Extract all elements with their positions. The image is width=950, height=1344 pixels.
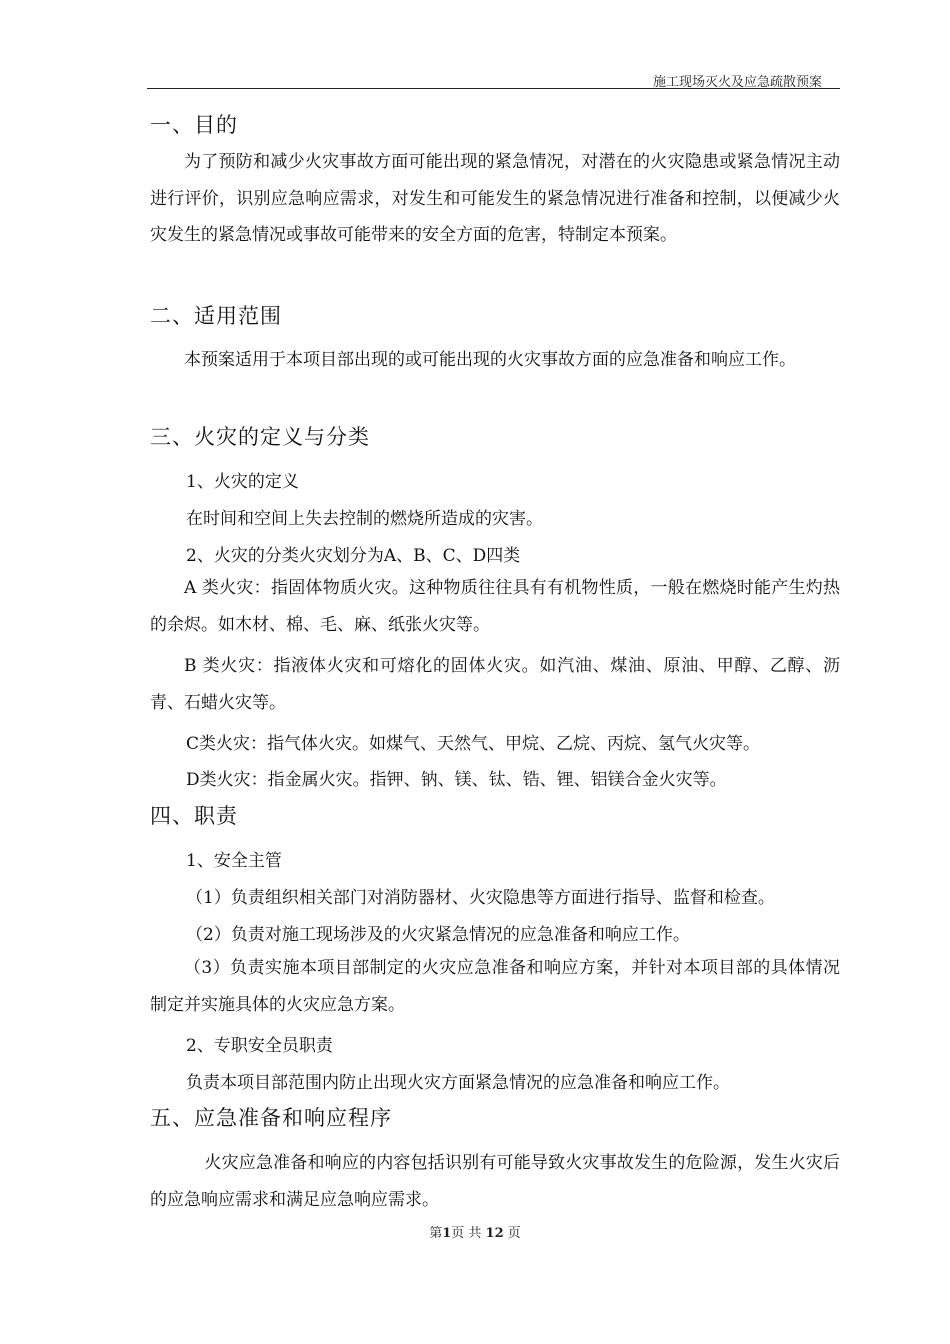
duty-item-2: （2）负责对施工现场涉及的火灾紧急情况的应急准备和响应工作。: [186, 925, 690, 945]
subheading-classification: 2、火灾的分类火灾划分为A、B、C、D四类: [186, 546, 521, 566]
subheading-definition: 1、火灾的定义: [186, 472, 299, 492]
footer-total-pages: 12: [485, 1226, 504, 1241]
paragraph-procedure: 火灾应急准备和响应的内容包括识别有可能导致火灾事故发生的危险源，发生火灾后的应急响应需求和满足应急响应需求。: [150, 1153, 840, 1210]
page-footer: [0, 1222, 950, 1241]
fire-class-c: C类火灾：指气体火灾。如煤气、天然气、甲烷、乙烷、丙烷、氢气火灾等。: [186, 734, 761, 754]
paragraph-scope: 本预案适用于本项目部出现的或可能出现的火灾事故方面的应急准备和响应工作。: [184, 350, 796, 370]
section-heading-procedure: 五、应急准备和响应程序: [150, 1106, 392, 1130]
paragraph-purpose: 为了预防和减少火灾事故方面可能出现的紧急情况，对潜在的火灾隐患或紧急情况主动进行评价，识别应急响应需求，对发生和可能发生的紧急情况进行准备和控制，以便减少火灾发生的紧急情况或事故可能带来的安全方面的危害，特制定本预案。: [150, 152, 840, 245]
duty-item-3: （3）负责实施本项目部制定的火灾应急准备和响应方案，并针对本项目部的具体情况制定并实施具体的火灾应急方案。: [150, 958, 840, 1015]
duty-item-4: 负责本项目部范围内防止出现火灾方面紧急情况的应急准备和响应工作。: [186, 1073, 730, 1093]
subheading-safety-officer: 2、专职安全员职责: [186, 1036, 333, 1056]
definition-text: 在时间和空间上失去控制的燃烧所造成的灾害。: [186, 509, 543, 529]
fire-class-d: D类火灾：指金属火灾。指钾、钠、镁、钛、锆、锂、铝镁合金火灾等。: [186, 770, 727, 790]
running-header: 施工现场灭火及应急疏散预案: [652, 75, 822, 90]
footer-mid: 页 共: [451, 1226, 486, 1241]
footer-prefix: 第: [429, 1226, 443, 1241]
footer-suffix: 页: [503, 1226, 521, 1241]
section-heading-duties: 四、职责: [150, 804, 238, 828]
section-heading-definition: 三、火灾的定义与分类: [150, 425, 370, 449]
subheading-safety-manager: 1、安全主管: [186, 851, 282, 871]
section-heading-scope: 二、适用范围: [150, 304, 282, 328]
footer-page-number: 1: [442, 1226, 452, 1241]
header-rule: [147, 88, 840, 89]
fire-class-b: B 类火灾：指液体火灾和可熔化的固体火灾。如汽油、煤油、原油、甲醇、乙醇、沥青、石蜡火灾等。: [150, 656, 840, 713]
fire-class-a: A 类火灾：指固体物质火灾。这种物质往往具有有机物性质，一般在燃烧时能产生灼热的余烬。如木材、棉、毛、麻、纸张火灾等。: [150, 578, 840, 635]
section-heading-purpose: 一、目的: [150, 113, 238, 137]
duty-item-1: （1）负责组织相关部门对消防器材、火灾隐患等方面进行指导、监督和检查。: [186, 888, 775, 908]
